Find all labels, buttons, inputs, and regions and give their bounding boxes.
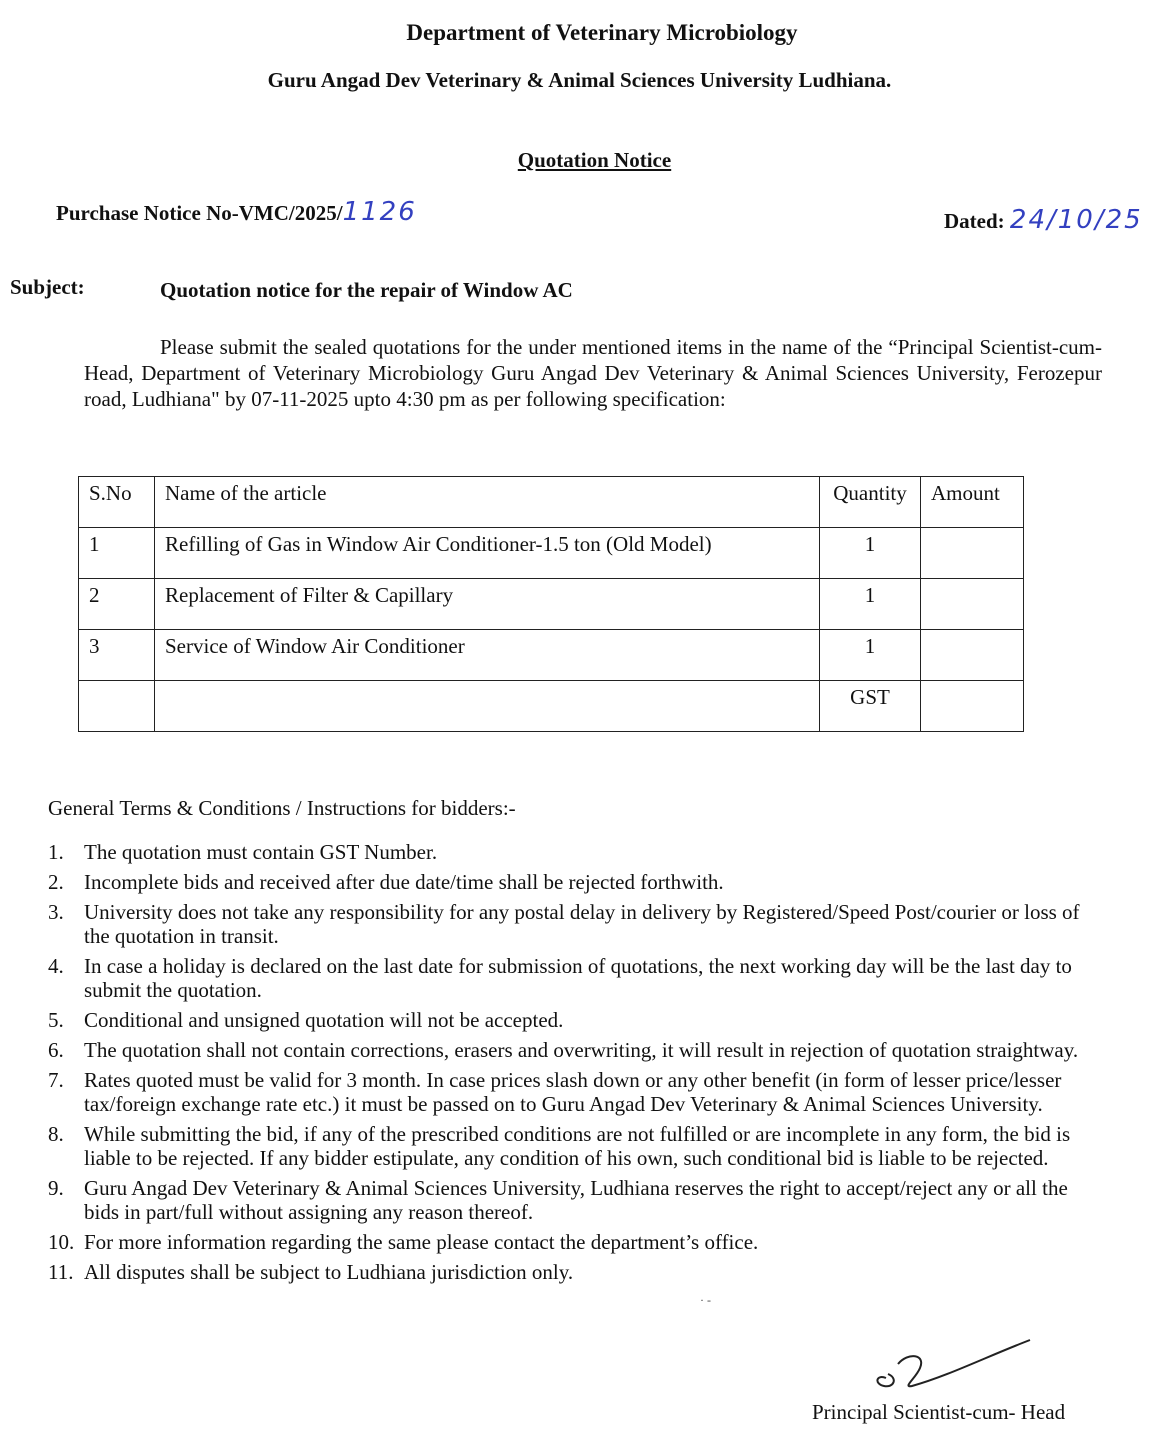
row-amount	[921, 528, 1024, 579]
term-number: 6.	[48, 1038, 64, 1062]
list-item	[48, 870, 1088, 894]
term-text: University does not take any responsibility for any postal delay in delivery by Registered/Speed Post/courier or loss of the quotation in transit.	[84, 900, 1080, 948]
purchase-notice-number	[56, 197, 417, 227]
dated-line	[944, 205, 1143, 235]
term-text: For more information regarding the same please contact the department’s office.	[84, 1230, 759, 1254]
row-article: Refilling of Gas in Window Air Conditioner-1.5 ton (Old Model)	[155, 528, 820, 579]
subject-text: Quotation notice for the repair of Window AC	[160, 278, 573, 302]
term-text: Conditional and unsigned quotation will not be accepted.	[84, 1008, 564, 1032]
header-article: Name of the article	[155, 477, 820, 528]
term-text: In case a holiday is declared on the last date for submission of quotations, the next working day will be the last day to submit the quotation.	[84, 954, 1072, 1002]
table-row	[79, 579, 1024, 630]
term-number: 1.	[48, 840, 64, 864]
list-item	[48, 1260, 1088, 1284]
dated-handwritten-value: 24/10/25	[1009, 205, 1143, 235]
list-item	[48, 840, 1088, 864]
term-number: 8.	[48, 1122, 64, 1146]
signature-mark	[868, 1334, 1038, 1394]
list-item	[48, 900, 1088, 948]
term-text: Rates quoted must be valid for 3 month. In case prices slash down or any other benefit (in form of lesser price/lesser tax/foreign exchange rate etc.) it must be passed on to Guru Angad Dev Veterinary & Animal Sciences University.	[84, 1068, 1062, 1116]
term-number: 3.	[48, 900, 64, 924]
term-number: 4.	[48, 954, 64, 978]
terms-heading: General Terms & Conditions / Instructions for bidders:-	[48, 796, 516, 820]
row-sno: 2	[79, 579, 155, 630]
term-number: 9.	[48, 1176, 64, 1200]
items-table	[78, 476, 1024, 732]
subject-label: Subject:	[10, 275, 85, 299]
gst-amount	[921, 681, 1024, 732]
row-amount	[921, 630, 1024, 681]
term-number: 7.	[48, 1068, 64, 1092]
header-quantity: Quantity	[820, 477, 921, 528]
row-article: Service of Window Air Conditioner	[155, 630, 820, 681]
list-item	[48, 1122, 1088, 1170]
notice-title	[0, 148, 1159, 173]
term-text: While submitting the bid, if any of the prescribed conditions are not fulfilled or are incomplete in any form, the bid is liable to be rejected. If any bidder estipulate, any condition of his own, such conditional bid is liable to be rejected.	[84, 1122, 1071, 1170]
list-item	[48, 1068, 1088, 1116]
header-amount: Amount	[921, 477, 1024, 528]
list-item	[48, 1038, 1088, 1062]
signatory-title: Principal Scientist-cum- Head	[812, 1400, 1066, 1424]
university-title: Guru Angad Dev Veterinary & Animal Sciences University Ludhiana.	[267, 68, 892, 92]
row-quantity: 1	[820, 630, 921, 681]
row-article: Replacement of Filter & Capillary	[155, 579, 820, 630]
list-item	[48, 1230, 1088, 1254]
row-sno: 1	[79, 528, 155, 579]
term-text: The quotation must contain GST Number.	[84, 840, 438, 864]
row-amount	[921, 579, 1024, 630]
list-item	[48, 1008, 1088, 1032]
notice-title-text: Quotation Notice	[517, 148, 672, 172]
purchase-notice-label: Purchase Notice No-VMC/2025/	[56, 201, 343, 225]
header-sno: S.No	[79, 477, 155, 528]
table-row	[79, 528, 1024, 579]
table-row	[79, 630, 1024, 681]
gst-empty-cell	[79, 681, 155, 732]
term-text: Incomplete bids and received after due date/time shall be rejected forthwith.	[84, 870, 724, 894]
row-quantity: 1	[820, 579, 921, 630]
term-number: 10.	[48, 1230, 75, 1254]
term-text: All disputes shall be subject to Ludhiana jurisdiction only.	[84, 1260, 574, 1284]
term-number: 2.	[48, 870, 64, 894]
list-item	[48, 1176, 1088, 1224]
intro-paragraph: Please submit the sealed quotations for the under mentioned items in the name of the “Principal Scientist-cum-Head, Department of Veterinary Microbiology Guru Angad Dev Veterinary & Animal Sciences University, Ferozepur road, Ludhiana" by 07-11-2025 upto 4:30 pm as per following specification:	[84, 335, 1102, 411]
row-sno: 3	[79, 630, 155, 681]
table-header-row	[79, 477, 1024, 528]
gst-label: GST	[820, 681, 921, 732]
terms-list	[48, 840, 1088, 1290]
list-item	[48, 954, 1088, 1002]
term-number: 5.	[48, 1008, 64, 1032]
stray-mark: · -	[700, 1293, 711, 1307]
row-quantity: 1	[820, 528, 921, 579]
purchase-notice-handwritten-number: 1126	[342, 197, 417, 227]
gst-empty-cell	[155, 681, 820, 732]
dated-label: Dated:	[944, 209, 1005, 233]
term-text: The quotation shall not contain corrections, erasers and overwriting, it will result in rejection of quotation straightway.	[84, 1038, 1079, 1062]
gst-row	[79, 681, 1024, 732]
term-number: 11.	[48, 1260, 74, 1284]
department-title: Department of Veterinary Microbiology	[406, 20, 798, 45]
term-text: Guru Angad Dev Veterinary & Animal Sciences University, Ludhiana reserves the right to accept/reject any or all the bids in part/full without assigning any reason thereof.	[84, 1176, 1068, 1224]
